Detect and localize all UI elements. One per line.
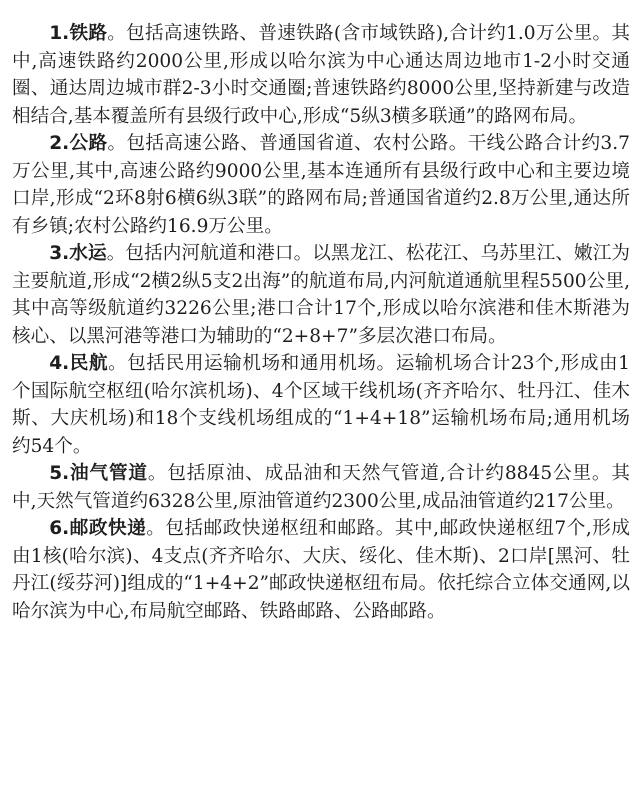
section-postal [12, 515, 630, 625]
document-body [12, 20, 630, 625]
section-text: 。包括高速铁路、普速铁路(含市域铁路),合计约1.0万公里。其中,高速铁路约2000公里,形成以哈尔滨为中心通达周边地市1-2小时交通圈、通达周边城市群2-3小时交通圈;普速铁路约8000公里,坚持新建与改造相结合,基本覆盖所有县级行政中心,形成“5纵3横多联通”的路网布局。 [12, 23, 630, 127]
section-heading: 1.铁路 [49, 23, 108, 44]
section-railway [12, 20, 630, 130]
section-heading: 6.邮政快递 [49, 518, 147, 539]
section-heading: 2.公路 [49, 133, 108, 154]
section-highway [12, 130, 630, 240]
section-text: 。包括内河航道和港口。以黑龙江、松花江、乌苏里江、嫩江为主要航道,形成“2横2纵5支2出海”的航道布局,内河航道通航里程5500公里,其中高等级航道约3226公里;港口合计17个,形成以哈尔滨港和佳木斯港为核心、以黑河港等港口为辅助的“2+8+7”多层次港口布局。 [12, 243, 630, 347]
section-waterway [12, 240, 630, 350]
section-text: 。包括民用运输机场和通用机场。运输机场合计23个,形成由1个国际航空枢纽(哈尔滨机场)、4个区域干线机场(齐齐哈尔、牡丹江、佳木斯、大庆机场)和18个支线机场组成的“1+4+18”运输机场布局;通用机场约54个。 [12, 353, 630, 457]
section-pipeline [12, 460, 630, 515]
section-aviation [12, 350, 630, 460]
section-heading: 5.油气管道 [49, 463, 148, 484]
section-text: 。包括高速公路、普通国省道、农村公路。干线公路合计约3.7万公里,其中,高速公路约9000公里,基本连通所有县级行政中心和主要边境口岸,形成“2环8射6横6纵3联”的路网布局;普通国省道约2.8万公里,通达所有乡镇;农村公路约16.9万公里。 [12, 133, 630, 237]
section-heading: 3.水运 [49, 243, 107, 264]
section-heading: 4.民航 [49, 353, 109, 374]
section-text: 。包括邮政快递枢纽和邮路。其中,邮政快递枢纽7个,形成由1核(哈尔滨)、4支点(齐齐哈尔、大庆、绥化、佳木斯)、2口岸[黑河、牡丹江(绥芬河)]组成的“1+4+2”邮政快递枢纽布局。依托综合立体交通网,以哈尔滨为中心,布局航空邮路、铁路邮路、公路邮路。 [12, 518, 630, 622]
section-text: 。包括原油、成品油和天然气管道,合计约8845公里。其中,天然气管道约6328公里,原油管道约2300公里,成品油管道约217公里。 [12, 463, 630, 512]
